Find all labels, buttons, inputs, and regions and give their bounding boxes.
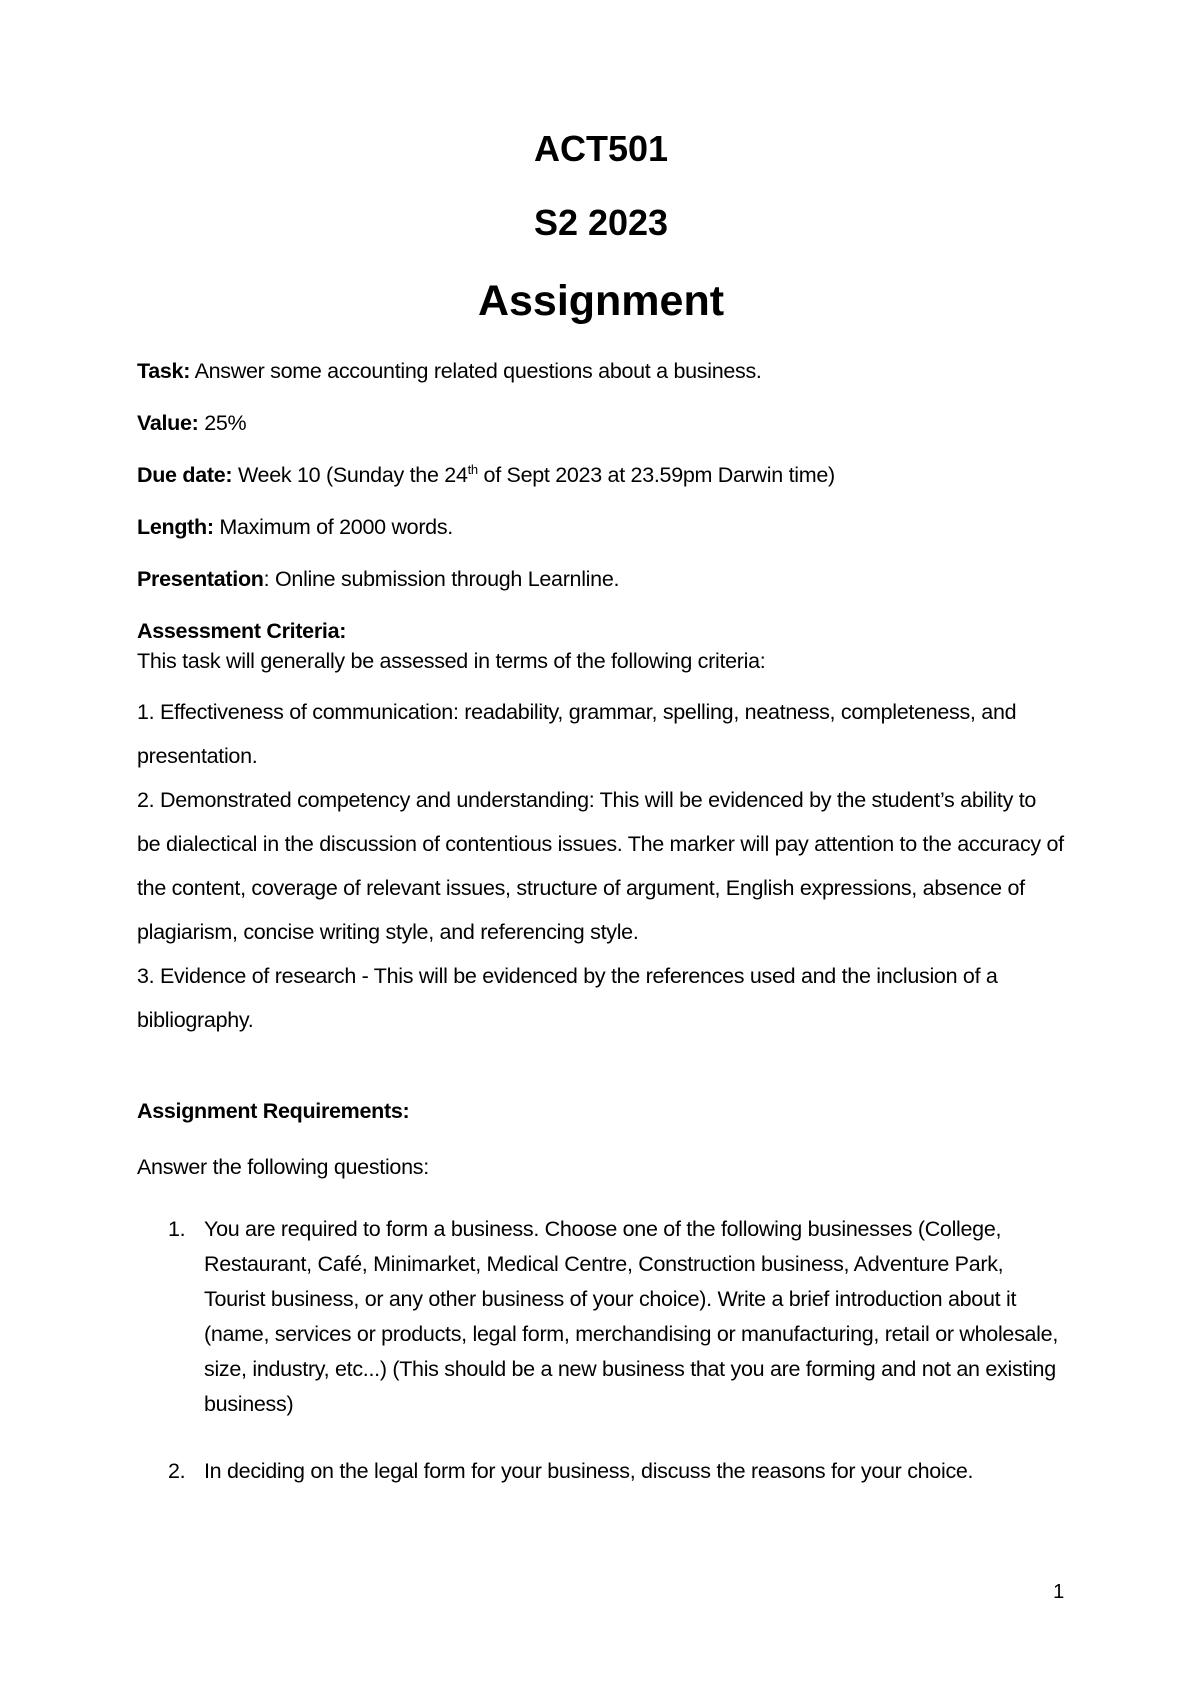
document-title: Assignment — [477, 277, 725, 325]
question-item-1 — [137, 1212, 1065, 1422]
detail-due-date — [137, 460, 1065, 490]
detail-presentation — [137, 564, 1065, 594]
detail-due-date-text-cont: of Sept 2023 at 23.59pm Darwin time) — [477, 463, 835, 487]
detail-length — [137, 512, 1065, 542]
detail-length-label: Length: — [137, 515, 214, 539]
detail-value — [137, 408, 1065, 438]
question-list — [137, 1212, 1065, 1489]
question-item-2 — [137, 1454, 1065, 1489]
question-text: In deciding on the legal form for your business, discuss the reasons for your choice. — [204, 1459, 974, 1483]
assignment-details — [137, 356, 1065, 594]
assessment-criteria-heading: Assessment Criteria: — [137, 619, 347, 643]
assessment-criterion-1: 1. Effectiveness of communication: readability, grammar, spelling, neatness, completeness, and presentation. — [137, 700, 1017, 768]
detail-task-label: Task: — [137, 359, 191, 383]
page-number: 1 — [1053, 1581, 1064, 1603]
question-number: 1. — [168, 1217, 186, 1241]
title-block — [137, 128, 1065, 326]
question-number: 2. — [168, 1459, 186, 1483]
detail-due-date-text: Week 10 (Sunday the 24 — [232, 463, 468, 487]
assessment-criteria-section — [137, 616, 1065, 1042]
assessment-criterion-3: 3. Evidence of research - This will be evidenced by the references used and the inclusion of a bibliography. — [137, 964, 998, 1032]
detail-value-text: 25% — [198, 411, 247, 435]
question-text: You are required to form a business. Choose one of the following businesses (College, Restaurant, Café, Minimarket, Medical Centre, Construction business, Adventure Park, Tourist business, or any other business of your choice). Write a brief introduction about it (name, services or products, legal form, merchandising or manufacturing, retail or wholesale, size, industry, etc...) (This should be a new business that you are forming and not an existing business) — [204, 1217, 1058, 1416]
assessment-criteria-intro: This task will generally be assessed in terms of the following criteria: — [137, 649, 766, 673]
semester-title: S2 2023 — [533, 202, 669, 243]
assignment-requirements-section — [137, 1096, 1065, 1489]
detail-presentation-label: Presentation — [137, 567, 264, 591]
detail-presentation-text: : Online submission through Learnline. — [263, 567, 620, 591]
assignment-requirements-heading: Assignment Requirements: — [137, 1099, 410, 1123]
detail-due-date-label: Due date: — [137, 463, 233, 487]
detail-task-text: Answer some accounting related questions about a business. — [190, 359, 762, 383]
detail-length-text: Maximum of 2000 words. — [213, 515, 453, 539]
detail-task — [137, 356, 1065, 386]
course-code-title: ACT501 — [533, 128, 669, 169]
assessment-criterion-2: 2. Demonstrated competency and understanding: This will be evidenced by the student’s ability to be dialectical in the discussion of contentious issues. The marker will pay attention to the accuracy of the content, coverage of relevant issues, structure of argument, English expressions, absence of plagiarism, concise writing style, and referencing style. — [137, 788, 1064, 944]
ordinal-suffix: th — [467, 461, 478, 477]
detail-value-label: Value: — [137, 411, 199, 435]
assignment-requirements-intro: Answer the following questions: — [137, 1155, 429, 1179]
